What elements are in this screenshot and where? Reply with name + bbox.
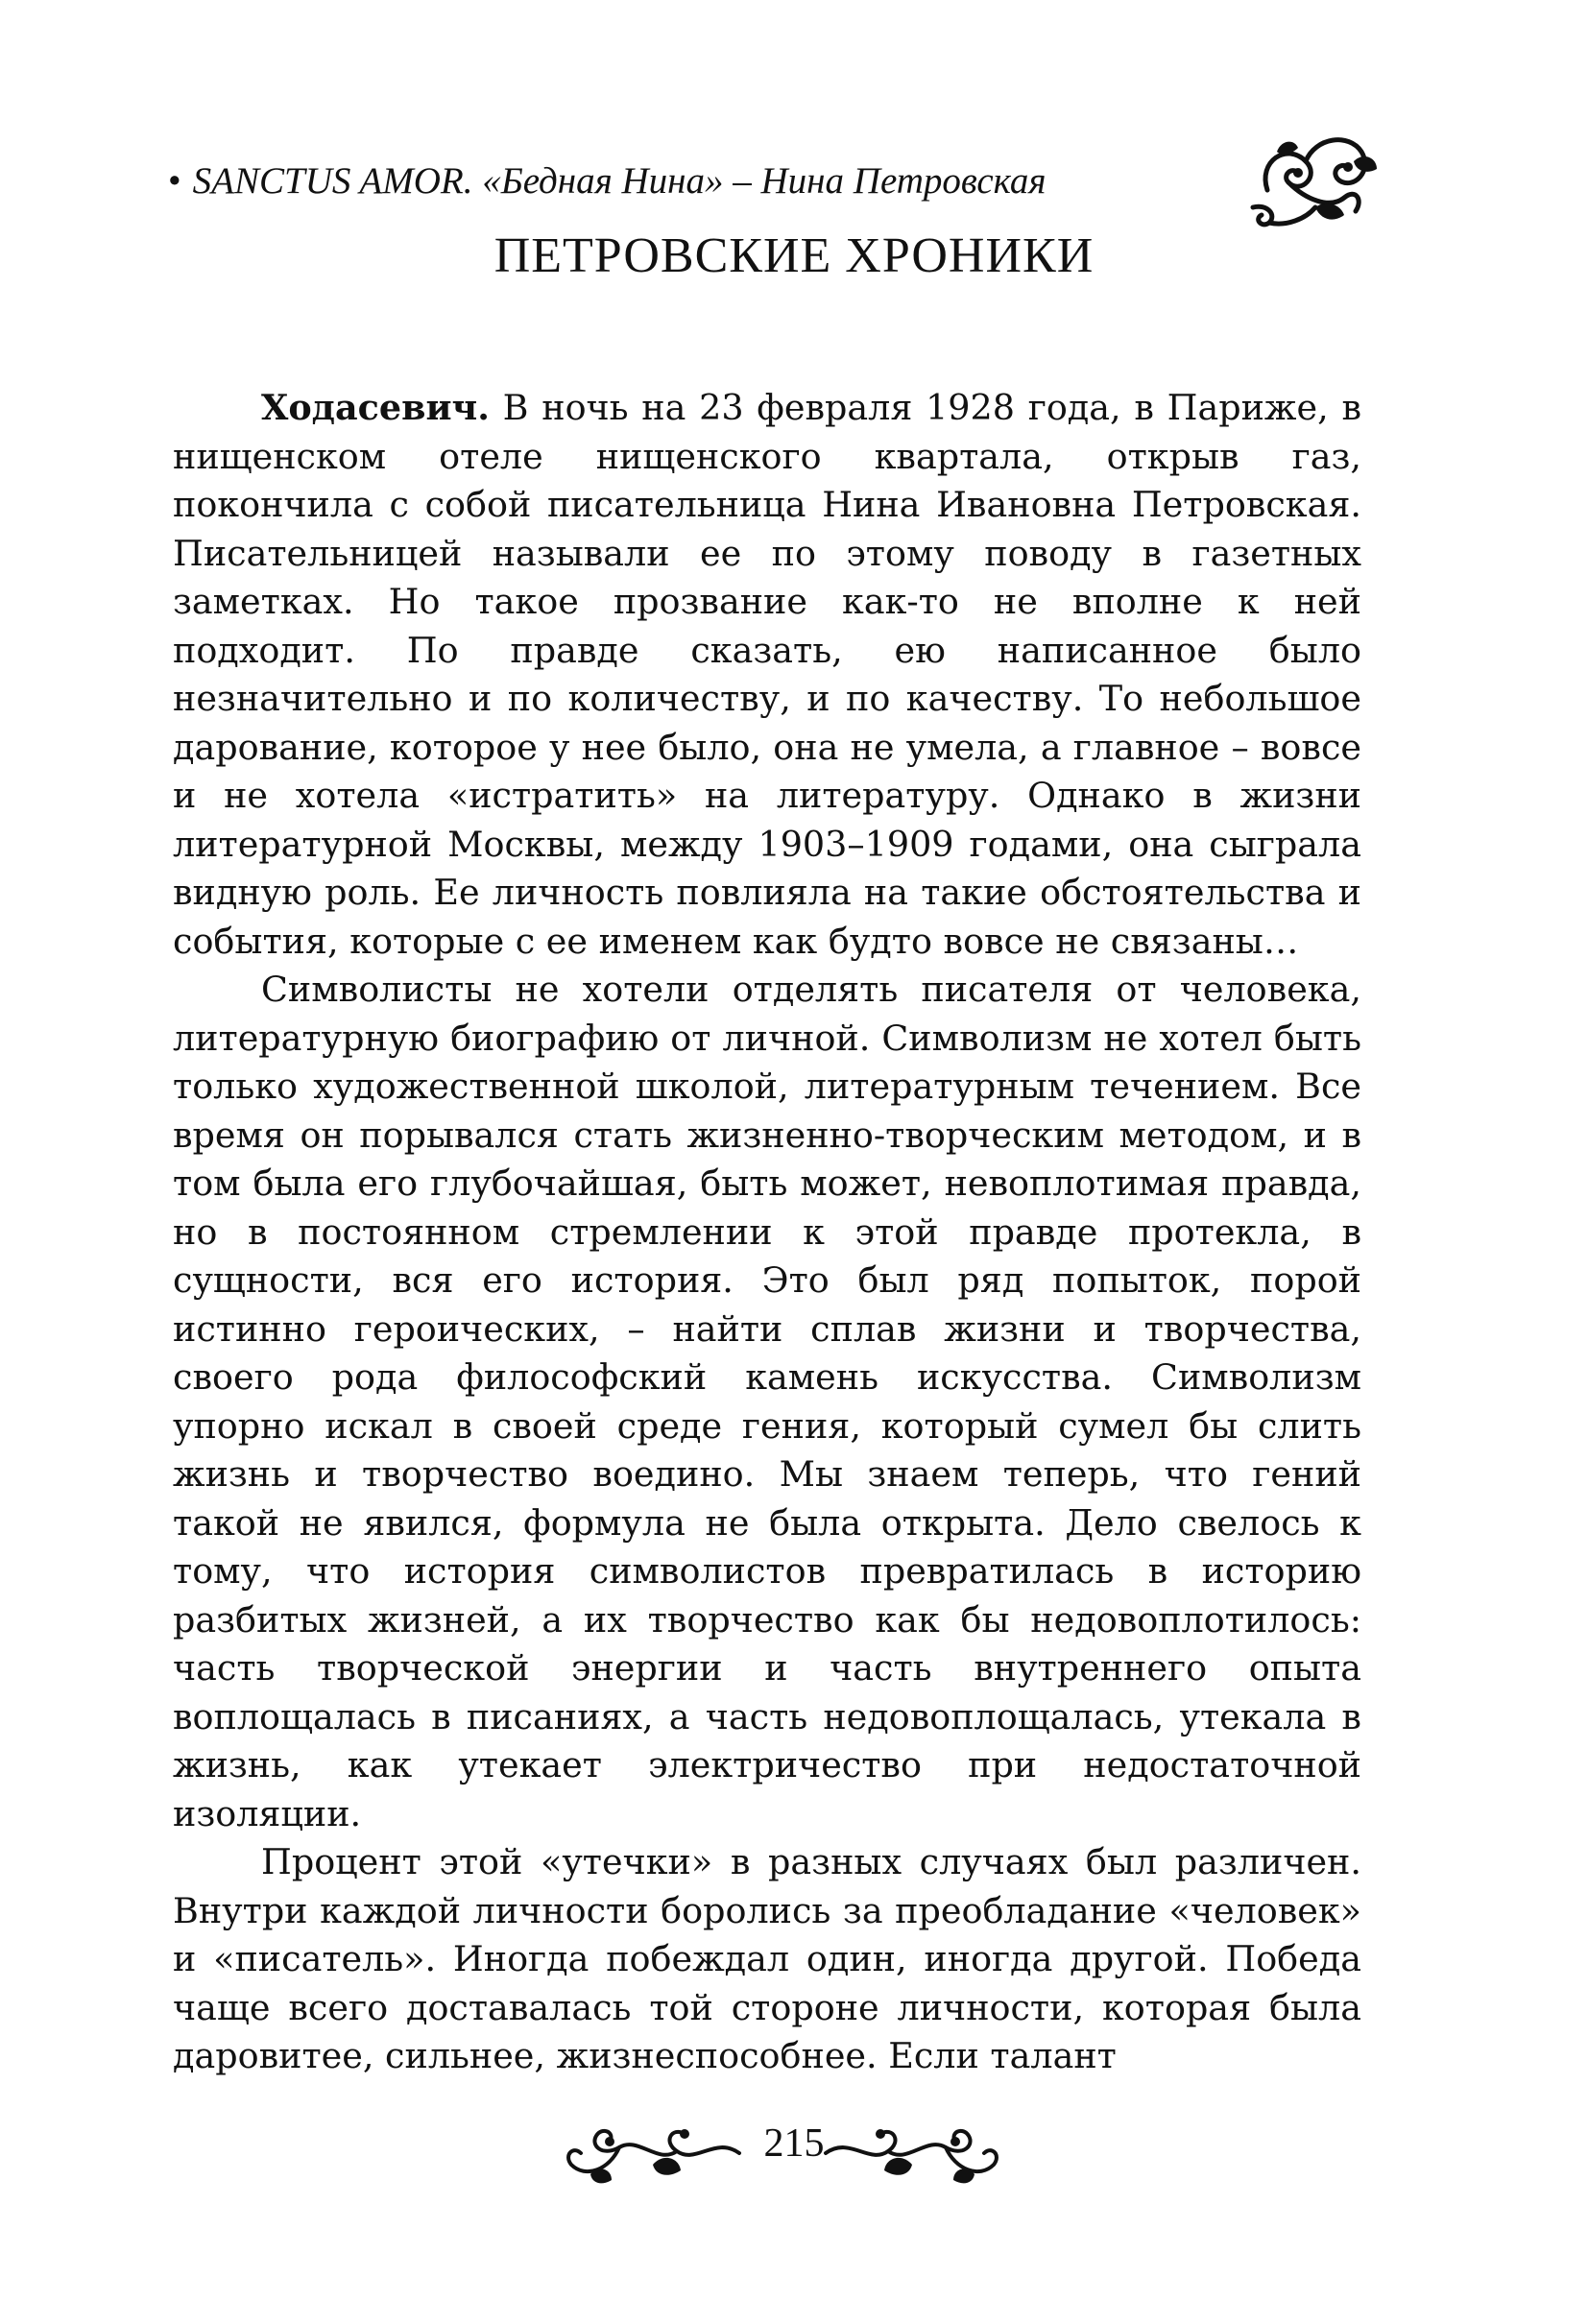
- paragraph-text: В ночь на 23 февраля 1928 года, в Париже, в нищенском отеле нищенского квартала, открыв газ, покончила с собой писательница Нина Ивановна Петровская. Писательницей называли ее по этому поводу в газетных заметках. Но такое прозвание как-то не вполне к ней подходит. По правде сказать, ею написанное было незначительно и по количеству, и по качеству. То небольшое дарование, которое у нее было, она не умела, а главное – вовсе и не хотела «истратить» на литературу. Однако в жизни литературной Москвы, между 1903–1909 годами, она сыграла видную роль. Ее личность повлияла на такие обстоятельства и события, которые с ее именем как будто вовсе не связаны…: [173, 387, 1361, 962]
- floral-flourish-icon: [1248, 123, 1383, 238]
- running-head: [168, 157, 1119, 205]
- paragraph-lead: Ходасевич.: [261, 387, 490, 428]
- folio: [0, 2097, 1588, 2193]
- bullet: •: [168, 160, 181, 202]
- paragraph: Символисты не хотели отделять писателя от человека, литературную биографию от личной. Символизм не хотел быть только художественной школой, литературным течением. Все время он порывался стать жизненно-творческим методом, и в том была его глубочайшая, быть может, невоплотимая правда, но в постоянном стремлении к этой правде протекла, в сущности, вся его история. Это был ряд попыток, порой истинно героических, – найти сплав жизни и творчества, своего рода философский камень искусства. Символизм упорно искал в своей среде гения, который сумел бы слить жизнь и творчество воедино. Мы знаем теперь, что гений такой не явился, формула не была открыта. Дело свелось к тому, что история символистов превратилась в историю разбитых жизней, а их творчество как бы недовоплотилось: часть творческой энергии и часть внутреннего опыта воплощалась в писаниях, а часть недовоплощалась, утекала в жизнь, как утекает электричество при недостаточной изоляции.: [173, 969, 1361, 1834]
- paragraph: Процент этой «утечки» в разных случаях был различен. Внутри каждой личности боролись за преобладание «человек» и «писатель». Иногда побеждал один, иногда другой. Победа чаще всего доставалась той стороне личности, которая была даровитее, сильнее, жизнеспособнее. Если талант: [173, 1841, 1361, 2076]
- page-number: 215: [763, 2121, 825, 2166]
- body-text: [173, 384, 1361, 2081]
- chapter-title: ПЕТРОВСКИЕ ХРОНИКИ: [493, 228, 1095, 283]
- running-title: SANCTUS AMOR. «Бедная Нина» – Нина Петровская: [192, 160, 1047, 202]
- paragraph: [173, 384, 1361, 966]
